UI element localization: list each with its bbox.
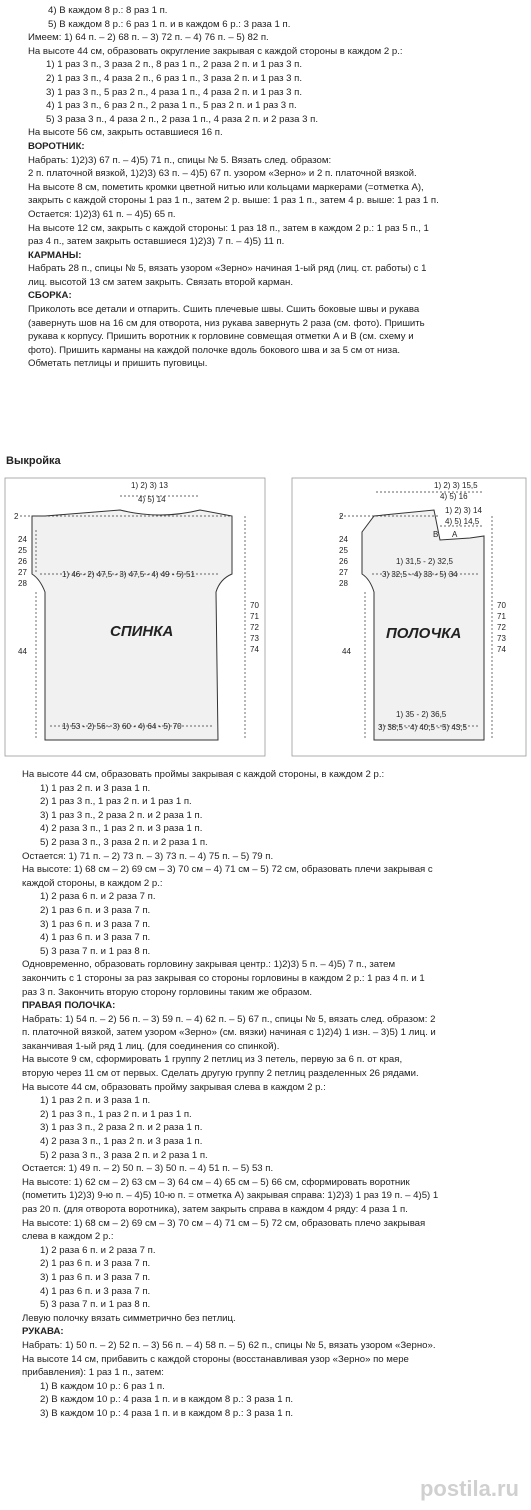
armhole-label: 24 xyxy=(18,535,27,544)
front-chest-label2: 3) 32,5 - 4) 33 - 5) 34 xyxy=(382,570,458,579)
text-line: 3) В каждом 10 р.: 4 раза 1 п. и в каждом 8 р.: 3 раза 1 п. xyxy=(40,1407,294,1419)
text-line: Приколоть все детали и отпарить. Сшить плечевые швы. Сшить боковые швы и рукава xyxy=(28,304,420,316)
text-line: 2) 1 раз 3 п., 1 раз 2 п. и 1 раз 1 п. xyxy=(40,1108,192,1120)
height-label: 71 xyxy=(497,612,506,621)
pattern-schemes xyxy=(0,474,531,764)
text-line: Набрать: 1)2)3) 67 п. – 4)5) 71 п., спицы № 5. Вязать след. образом: xyxy=(28,154,332,166)
text-line: 5) 2 раза 3 п., 3 раза 2 п. и 2 раза 1 п. xyxy=(40,836,208,848)
text-line: фото). Пришить карманы на каждой полочке вдоль бокового шва и за 5 см от низа. xyxy=(28,344,401,356)
height-label: 73 xyxy=(250,634,259,643)
text-line: рукава к корпусу. Пришить воротник к горловине совмещая отметки А и В (см. схему и xyxy=(28,331,414,343)
text-line: Остается: 1) 71 п. – 2) 73 п. – 3) 73 п. – 4) 75 п. – 5) 79 п. xyxy=(22,850,274,862)
text-line: Одновременно, образовать горловину закрывая центр.: 1)2)3) 5 п. – 4)5) 7 п., затем xyxy=(22,959,396,971)
armhole-label: 25 xyxy=(339,546,348,555)
mark-a: A xyxy=(452,530,458,539)
text-line: прибавления): 1 раз 1 п., затем: xyxy=(22,1367,164,1379)
text-line: 2) 1 раз 6 п. и 3 раза 7 п. xyxy=(40,1258,151,1270)
section-heading: СБОРКА: xyxy=(28,290,72,302)
text-line: 1) В каждом 10 р.: 6 раз 1 п. xyxy=(40,1380,165,1392)
front-collar-label2: 4) 5) 14,5 xyxy=(445,517,480,526)
front-bottom-label2: 3) 38,5 - 4) 40,5 - 5) 43,5 xyxy=(378,723,467,732)
text-line: 3) 1 раз 3 п., 5 раз 2 п., 4 раза 1 п., 4 раза 2 п. и 1 раз 3 п. xyxy=(46,86,303,98)
text-line: раз 3 п. Закончить вторую сторону горловины таким же образом. xyxy=(22,986,313,998)
text-line: 1) 2 раза 6 п. и 2 раза 7 п. xyxy=(40,891,156,903)
section-heading: РУКАВА: xyxy=(22,1326,64,1338)
text-line: 3) 1 раз 6 п. и 3 раза 7 п. xyxy=(40,1271,151,1283)
text-line: п. платочной вязкой, затем узором «Зерно» (см. вязки) начиная с 1)2)4) 1 изн. – 3)5) 1 лиц. и xyxy=(22,1027,436,1039)
text-line: 2) В каждом 10 р.: 4 раза 1 п. и в каждом 8 р.: 3 раза 1 п. xyxy=(40,1394,294,1406)
height-label: 74 xyxy=(250,645,259,654)
back-chest-label: 1) 46 - 2) 47,5 - 3) 47,5 - 4) 49 - 5) 51 xyxy=(62,570,195,579)
text-line: каждой стороны, в каждом 2 р.: xyxy=(22,877,163,889)
text-line: 5) 3 раза 7 п. и 1 раз 8 п. xyxy=(40,1299,151,1311)
back-neck-label: 1) 2) 3) 13 xyxy=(131,481,168,490)
text-line: На высоте 44 см, образовать пройму закрывая слева в каждом 2 р.: xyxy=(22,1081,326,1093)
text-line: На высоте: 1) 62 см – 2) 63 см – 3) 64 см – 4) 65 см – 5) 66 см, сформировать воротник xyxy=(22,1176,410,1188)
mark-b: B xyxy=(433,530,439,539)
text-line: заканчивая 1-ый ряд 1 лиц. (для соединения со спинкой). xyxy=(22,1040,280,1052)
text-line: Имеем: 1) 64 п. – 2) 68 п. – 3) 72 п. – 4) 76 п. – 5) 82 п. xyxy=(28,32,269,44)
front-side-label: 44 xyxy=(342,647,351,656)
text-line: 3) 1 раз 6 п. и 3 раза 7 п. xyxy=(40,918,151,930)
text-line: лиц. высотой 13 см затем закрыть. Связать второй карман. xyxy=(28,276,294,288)
section-heading: ПРАВАЯ ПОЛОЧКА: xyxy=(22,1000,116,1012)
text-line: 1) 2 раза 6 п. и 2 раза 7 п. xyxy=(40,1244,156,1256)
text-line: 1) 1 раз 2 п. и 3 раза 1 п. xyxy=(40,782,151,794)
height-label: 72 xyxy=(497,623,506,632)
text-line: 3) 1 раз 3 п., 2 раза 2 п. и 2 раза 1 п. xyxy=(40,1122,203,1134)
text-line: На высоте 44 см, образовать округление закрывая с каждой стороны в каждом 2 р.: xyxy=(28,45,403,57)
armhole-label: 28 xyxy=(18,579,27,588)
text-line: На высоте 9 см, сформировать 1 группу 2 петлиц из 3 петель, первую за 6 п. от края, xyxy=(22,1054,403,1066)
text-line: 4) 1 раз 6 п. и 3 раза 7 п. xyxy=(40,1285,151,1297)
text-line: 5) 3 раза 3 п., 4 раза 2 п., 2 раза 1 п., 4 раза 2 п. и 2 раза 3 п. xyxy=(46,113,319,125)
text-line: раз 4 п., затем закрыть оставшиеся 1)2)3) 7 п. – 4)5) 11 п. xyxy=(28,236,285,248)
instructions-top xyxy=(28,4,526,371)
armhole-label: 27 xyxy=(18,568,27,577)
text-line: 5) 2 раза 3 п., 3 раза 2 п. и 2 раза 1 п. xyxy=(40,1149,208,1161)
text-line: Остается: 1)2)3) 61 п. – 4)5) 65 п. xyxy=(28,208,176,220)
text-line: 1) 1 раз 3 п., 3 раза 2 п., 8 раз 1 п., 2 раза 2 п. и 1 раз 3 п. xyxy=(46,59,303,71)
front-neck-label2: 4) 5) 16 xyxy=(440,492,468,501)
text-line: раз 20 п. (для отворота воротника), затем закрыть справа в каждом 4 ряду: 4 раза 1 п. xyxy=(22,1204,408,1215)
height-label: 70 xyxy=(497,601,506,610)
text-line: Остается: 1) 49 п. – 2) 50 п. – 3) 50 п. – 4) 51 п. – 5) 53 п. xyxy=(22,1163,274,1175)
text-line: Набрать: 1) 54 п. – 2) 56 п. – 3) 59 п. – 4) 62 п. – 5) 67 п., спицы № 5, вязать след. образом: 2 xyxy=(22,1013,436,1025)
watermark: postila.ru xyxy=(419,1476,519,1501)
text-line: 2 п. платочной вязкой, 1)2)3) 63 п. – 4)5) 67 п. узором «Зерно» и 2 п. платочной вязкой. xyxy=(28,168,417,180)
height-label: 72 xyxy=(250,623,259,632)
front-chest-label: 1) 31,5 - 2) 32,5 xyxy=(396,557,453,566)
text-line: 4) В каждом 8 р.: 8 раз 1 п. xyxy=(48,5,168,16)
text-line: 4) 2 раза 3 п., 1 раз 2 п. и 3 раза 1 п. xyxy=(40,823,203,835)
text-line: 4) 2 раза 3 п., 1 раз 2 п. и 3 раза 1 п. xyxy=(40,1136,203,1148)
back-bottom-label: 1) 53 - 2) 56 - 3) 60 - 4) 64 - 5) 70 xyxy=(62,722,182,731)
text-line: На высоте 56 см, закрыть оставшиеся 16 п. xyxy=(28,127,223,139)
instructions-bottom xyxy=(22,768,527,1421)
back-name: СПИНКА xyxy=(110,623,174,640)
text-line: закончить с 1 стороны за раз закрывая со стороны горловины в каждом 2 р.: 1 раз 4 п. и 1 xyxy=(22,972,425,984)
text-line: На высоте 14 см, прибавить с каждой стороны (восстанавливая узор «Зерно» по мере xyxy=(22,1353,409,1365)
text-line: 2) 1 раз 6 п. и 3 раза 7 п. xyxy=(40,904,151,916)
armhole-label: 24 xyxy=(339,535,348,544)
text-line: 1) 1 раз 2 п. и 3 раза 1 п. xyxy=(40,1095,151,1107)
armhole-label: 27 xyxy=(339,568,348,577)
back-shoulder-label: 2 xyxy=(14,512,19,521)
section-heading: ВОРОТНИК: xyxy=(28,140,85,152)
front-shoulder-label: 2 xyxy=(339,512,344,521)
front-collar-label: 1) 2) 3) 14 xyxy=(445,506,482,515)
text-line: На высоте: 1) 68 см – 2) 69 см – 3) 70 см – 4) 71 см – 5) 72 см, образовать плечо закрывая xyxy=(22,1217,426,1229)
armhole-label: 28 xyxy=(339,579,348,588)
pattern-title: Выкройка xyxy=(6,455,61,467)
text-line: 2) 1 раз 3 п., 4 раза 2 п., 6 раз 1 п., 3 раза 2 п. и 1 раз 3 п. xyxy=(46,72,303,84)
text-line: Обметать петлицы и пришить пуговицы. xyxy=(28,358,208,370)
armhole-label: 26 xyxy=(18,557,27,566)
text-line: 5) В каждом 8 р.: 6 раз 1 п. и в каждом 6 р.: 3 раза 1 п. xyxy=(48,18,291,30)
text-line: (пометить 1)2)3) 9-ю п. – 4)5) 10-ю п. = отметка А) закрывая справа: 1)2)3) 1 раз 19 п. – 4)5) 1 xyxy=(22,1190,439,1202)
height-label: 73 xyxy=(497,634,506,643)
height-label: 70 xyxy=(250,601,259,610)
text-line: закрыть с каждой стороны 1 раз 1 п., затем 2 р. выше: 1 раз 1 п., затем 4 р. выше: 1 раз 1 п. xyxy=(28,195,439,207)
height-label: 71 xyxy=(250,612,259,621)
back-side-label: 44 xyxy=(18,647,27,656)
section-heading: КАРМАНЫ: xyxy=(28,249,82,261)
text-line: 3) 1 раз 3 п., 2 раза 2 п. и 2 раза 1 п. xyxy=(40,809,203,821)
armhole-label: 26 xyxy=(339,557,348,566)
text-line: (завернуть шов на 16 см для отворота, низ рукава завернуть 2 раза (см. фото). Пришить xyxy=(28,317,425,329)
text-line: 2) 1 раз 3 п., 1 раз 2 п. и 1 раз 1 п. xyxy=(40,796,192,808)
text-line: слева в каждом 2 р.: xyxy=(22,1231,114,1243)
text-line: На высоте 44 см, образовать проймы закрывая с каждой стороны, в каждом 2 р.: xyxy=(22,769,385,780)
height-label: 74 xyxy=(497,645,506,654)
text-line: вторую через 11 см от первых. Сделать другую группу 2 петлиц разделенных 26 рядами. xyxy=(22,1068,419,1080)
text-line: Набрать 28 п., спицы № 5, вязать узором «Зерно» начиная 1-ый ряд (лиц. ст. работы) с 1 xyxy=(28,263,427,275)
text-line: На высоте 12 см, закрыть с каждой стороны: 1 раз 18 п., затем в каждом 2 р.: 1 раз 5 п., 1 xyxy=(28,222,429,234)
text-line: 4) 1 раз 3 п., 6 раз 2 п., 2 раза 1 п., 5 раз 2 п. и 1 раз 3 п. xyxy=(46,100,297,112)
front-neck-label: 1) 2) 3) 15,5 xyxy=(434,481,478,490)
armhole-label: 25 xyxy=(18,546,27,555)
back-neck-label2: 4) 5) 14 xyxy=(138,495,166,504)
text-line: 4) 1 раз 6 п. и 3 раза 7 п. xyxy=(40,932,151,944)
text-line: Левую полочку вязать симметрично без петлиц. xyxy=(22,1312,236,1324)
front-name: ПОЛОЧКА xyxy=(386,625,462,642)
text-line: 5) 3 раза 7 п. и 1 раз 8 п. xyxy=(40,945,151,957)
text-line: На высоте: 1) 68 см – 2) 69 см – 3) 70 см – 4) 71 см – 5) 72 см, образовать плечи закрывая с xyxy=(22,864,433,876)
text-line: Набрать: 1) 50 п. – 2) 52 п. – 3) 56 п. – 4) 58 п. – 5) 62 п., спицы № 5, вязать узором «Зерно». xyxy=(22,1339,436,1351)
text-line: На высоте 8 см, пометить кромки цветной нитью или кольцами маркерами (=отметка А), xyxy=(28,181,424,193)
front-bottom-label: 1) 35 - 2) 36,5 xyxy=(396,710,447,719)
